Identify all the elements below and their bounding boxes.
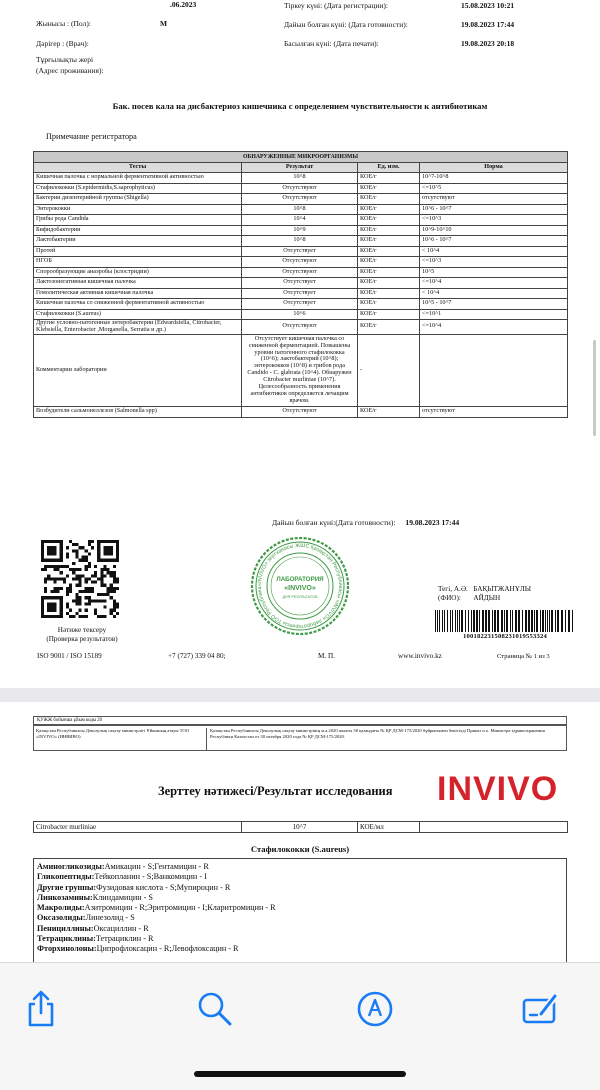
- test-unit: КОЕ/г: [358, 288, 420, 299]
- ready-date-value: 19.08.2023 17:44: [461, 20, 515, 29]
- table-row: [34, 183, 568, 194]
- bottom-toolbar: [0, 962, 600, 1090]
- test-norm: < 10^4: [420, 246, 568, 257]
- signature-surname-label: Тегі, А.Ә.: [438, 585, 468, 593]
- antibiotic-row: [37, 903, 563, 913]
- antibiotic-group: Макролиды:: [37, 903, 85, 912]
- stamp-text-3: ДЛЯ РЕЗУЛЬТАТОВ: [282, 595, 318, 599]
- antibiotic-results: Оксациллин - R: [93, 923, 149, 933]
- test-result: Отсутствует: [242, 299, 358, 310]
- antibiotic-row: [37, 883, 563, 893]
- footer-iso: ISO 9001 / ISO 15189: [37, 652, 102, 660]
- test-norm: отсутствуют: [420, 407, 568, 418]
- table-row: [34, 225, 568, 236]
- antibiotic-row: [37, 862, 563, 872]
- test-norm: <=10^5: [420, 183, 568, 194]
- markup-icon[interactable]: [355, 989, 395, 1029]
- ready-footer-label: Дайын болған күні:(Дата готовности):: [272, 518, 396, 527]
- antibiotic-row: [37, 872, 563, 882]
- test-unit: КОЕ/г: [358, 204, 420, 215]
- test-name: Другие условно-патогенные энтеробактерии (Edwardsiella, Citrobacter, Klebsiella, Enterobacter ,Morganella, Serratia и др.): [34, 320, 242, 335]
- test-result: Отсутствуют: [242, 407, 358, 418]
- test-name: Протей: [34, 246, 242, 257]
- test-name: Стафилококки (S.aureus): [34, 309, 242, 320]
- signature-name-1: БАҚЫТЖАНҰЛЫ: [473, 585, 532, 593]
- barcode-number: 10018223150823101955332​4: [463, 633, 547, 640]
- edit-icon[interactable]: [520, 989, 560, 1029]
- share-icon[interactable]: [21, 989, 61, 1029]
- column-header-tests: Тесты: [34, 162, 242, 173]
- test-name: Грибы рода Candida: [34, 215, 242, 226]
- antibiotic-results: Клиндамицин - S: [92, 892, 153, 902]
- header-date-fragment: .06.2023: [170, 0, 197, 9]
- antibiotic-row: [37, 924, 563, 934]
- test-norm: 10^5: [420, 267, 568, 278]
- footer-page-number: Страница № 1 из 3: [497, 653, 550, 660]
- antibiotic-group: Оксазолиды:: [37, 913, 86, 923]
- test-norm: <=10^3: [420, 215, 568, 226]
- test-unit: КОЕ/г: [358, 173, 420, 184]
- test-unit: КОЕ/г: [358, 299, 420, 310]
- table-row: [34, 204, 568, 215]
- test-name: Спорообразующие анаэробы (клостридии): [34, 267, 242, 278]
- antibiotic-sensitivity-list: [33, 858, 567, 962]
- ministry-left-text: Қазақстан Республикасы Денсаулық сақтау министрлігі Ұйымның атауы ТОО «INVIVO» (ИНВИВО): [36, 728, 190, 739]
- test-name: Бактерии дизентерийной группы (Shigella): [34, 194, 242, 205]
- antibiotic-row: [37, 934, 563, 944]
- test-result: Отсутствует: [242, 278, 358, 289]
- test-norm: <=10^1: [420, 309, 568, 320]
- comment-text: Отсутствует кишечная палочка со сниженной ферментацией. Повышены уровни патогенного стафилококка (10^6); лактобактерий (10^8); энтерококков (10^8) и грибов рода Candido - C. glabrata (10^4). Обнаружен Citrobacter murliniae (10^7). Целесообразность применения антибиотиков определяется лечащим врачом.: [242, 334, 358, 406]
- test-unit: КОЕ/г: [358, 246, 420, 257]
- stamp-text-1: ЛАБОРАТОРИЯ: [276, 576, 324, 583]
- test-name: Бифидобактерии: [34, 225, 242, 236]
- ministry-header-box: [33, 725, 567, 751]
- table-row: [34, 288, 568, 299]
- test-unit: КОЕ/г: [358, 236, 420, 247]
- test-norm: < 10^4: [420, 288, 568, 299]
- test-result: 10^8: [242, 173, 358, 184]
- document-title: Бак. посев кала на дисбактериоз кишечника с определением чувствительности к антибиотикам: [112, 101, 488, 111]
- test-unit: КОЕ/г: [358, 309, 420, 320]
- antibiotic-row: [37, 893, 563, 903]
- table-row: [34, 257, 568, 268]
- test-unit: КОЕ/г: [358, 257, 420, 268]
- comment-label: Комментарии лаборатории: [34, 334, 242, 406]
- page-gap: [0, 688, 600, 702]
- org-code-note: ҚУЖЖ бойынша ұйым коды 20: [33, 716, 567, 725]
- test-name: Возбудители сальмонеллезов (Salmonella spp): [34, 407, 242, 418]
- invivo-logo: INVIVO: [437, 770, 559, 808]
- antibiotic-results: Фузидовая кислота - S;Мупироцин - R: [96, 882, 231, 892]
- ready-date-label: Дайын болған күні: (Дата готовности):: [284, 20, 408, 29]
- test-result: 10^8: [242, 236, 358, 247]
- registration-date-value: 15.08.2023 10:21: [461, 1, 515, 10]
- organism-norm: [420, 822, 568, 833]
- table-row: [34, 194, 568, 205]
- antibiotic-group: Гликопептиды:: [37, 872, 95, 882]
- table-row: [34, 299, 568, 310]
- footer-mp: М. П.: [318, 652, 335, 660]
- table-row: [34, 320, 568, 335]
- column-header-unit: Ед. изм.: [358, 162, 420, 173]
- test-unit: КОЕ/г: [358, 215, 420, 226]
- address-label-2: (Адрес проживания):: [36, 66, 104, 75]
- registration-date-label: Тіркеу күні: (Дата регистрации):: [284, 1, 388, 10]
- test-result: 10^6: [242, 309, 358, 320]
- stamp-ring-text: «INVIVO» зертханасы ЖШС Қазақстан Республикасы «INVIVO» лабораториясы ТОО Республика: [256, 542, 344, 630]
- test-result: Отсутствуют: [242, 194, 358, 205]
- test-unit: КОЕ/г: [358, 194, 420, 205]
- test-unit: КОЕ/г: [358, 407, 420, 418]
- test-name: Энтерококки: [34, 204, 242, 215]
- test-name: Лактозонегативная кишечная палочка: [34, 278, 242, 289]
- comment-empty: [420, 334, 568, 406]
- print-date-value: 19.08.2023 20:18: [461, 39, 515, 48]
- test-norm: 10^6 - 10^7: [420, 204, 568, 215]
- antibiotic-results: Тейкопланин - S;Ванкомицин - I: [94, 872, 207, 882]
- signature-block: [438, 585, 531, 602]
- table-row: [34, 822, 568, 833]
- antibiotic-group: Аминогликозиды:: [37, 862, 105, 871]
- organism-name: Citrobacter murliniae: [34, 822, 242, 833]
- qr-caption-ru: (Проверка результатов): [46, 635, 118, 643]
- test-norm: <=10^4: [420, 278, 568, 289]
- antibiotic-group: Пенициллины:: [37, 923, 94, 933]
- test-name: НГОБ: [34, 257, 242, 268]
- test-result: Отсутствует: [242, 246, 358, 257]
- ministry-right-text: Қазақстан Республикасы Денсаулық сақтау министрінің м.а.2020 жылғы 30 қазандағы № ҚР ДСМ-175/2020 бұйрығымен бекітілді Приказ и.о. Министра здравоохранения Республики Казахстан от 30 октября 2020 года № ҚР ДСМ-175/2020.: [206, 728, 561, 750]
- ready-date-footer: [272, 518, 459, 527]
- test-unit: КОЕ/г: [358, 225, 420, 236]
- test-result: 10^4: [242, 215, 358, 226]
- qr-caption: [34, 626, 130, 644]
- test-norm: отсутствуют: [420, 194, 568, 205]
- comment-row: [34, 334, 568, 406]
- test-unit: КОЕ/г: [358, 267, 420, 278]
- footer-phone: +7 (727) 339 04 80;: [168, 652, 226, 660]
- test-result: Отсутствуют: [242, 183, 358, 194]
- table-row: [34, 309, 568, 320]
- test-name: Лактобактерии: [34, 236, 242, 247]
- test-norm: 10^6 - 10^7: [420, 236, 568, 247]
- registrar-note: Примечание регистратора: [46, 132, 137, 141]
- footer-website[interactable]: www.invivo.kz: [398, 652, 442, 660]
- test-result: 10^9: [242, 225, 358, 236]
- antibiotic-results: Линезолид - S: [85, 913, 135, 923]
- laboratory-stamp: [250, 536, 350, 636]
- table-group-header: ОБНАРУЖЕННЫЕ МИКРООРГАНИЗМЫ: [34, 152, 568, 163]
- barcode: [434, 610, 576, 632]
- test-name: Кишечная палочка со сниженной ферментативной активностью: [34, 299, 242, 310]
- sex-label: Жынысы : (Пол):: [36, 19, 91, 28]
- table-row: [34, 236, 568, 247]
- staph-section-title: Стафилококки (S.aureus): [250, 844, 350, 854]
- antibiotic-group: Фторхинолоны:: [37, 944, 97, 953]
- table-row: [34, 246, 568, 257]
- test-norm: <=10^3: [420, 257, 568, 268]
- comment-dash: -: [358, 334, 420, 406]
- doctor-label: Дәрігер : (Врач):: [36, 39, 89, 48]
- test-unit: КОЕ/г: [358, 278, 420, 289]
- antibiotic-results: Ципрофлоксацин - R;Левофлоксацин - R: [96, 944, 239, 953]
- organism-unit: КОЕ/мл: [358, 822, 420, 833]
- test-result: Отсутствует: [242, 288, 358, 299]
- scroll-indicator[interactable]: [593, 340, 596, 436]
- test-result: Отсутствуют: [242, 267, 358, 278]
- antibiotic-results: Амикацин - S;Гентамицин - R: [104, 862, 209, 871]
- antibiotic-group: Тетрациклины:: [37, 933, 96, 943]
- organism-count: 10^7: [242, 822, 358, 833]
- home-indicator[interactable]: [194, 1071, 406, 1077]
- table-row: [34, 278, 568, 289]
- ready-footer-value: 19.08.2023 17:44: [405, 518, 460, 527]
- table-row: [34, 215, 568, 226]
- test-norm: 10^9-10^10: [420, 225, 568, 236]
- test-result: 10^8: [242, 204, 358, 215]
- antibiotic-row: [37, 913, 563, 923]
- test-result: Отсутствуют: [242, 320, 358, 335]
- address-label: Тұрғылықты жері: [36, 55, 94, 64]
- antibiotic-results: Тетрациклин - R: [95, 933, 154, 943]
- antibiotic-results: Азитромицин - R;Эритромицин - I;Кларитромицин - R: [84, 903, 276, 912]
- print-date-label: Басылған күні: (Дата печати):: [284, 39, 379, 48]
- search-icon[interactable]: [195, 989, 235, 1029]
- test-name: Стафилококки (S.epidermidis,S.saprophyticus): [34, 183, 242, 194]
- antibiotic-group: Линкозамины:: [37, 892, 93, 902]
- test-result: Отсутствуют: [242, 257, 358, 268]
- test-norm: <=10^4: [420, 320, 568, 335]
- antibiotic-row: [37, 944, 563, 954]
- signature-name-2: АЙДЫН: [473, 593, 501, 602]
- results-page-title: Зерттеу нәтижесі/Результат исследования: [158, 784, 393, 798]
- table-row: [34, 267, 568, 278]
- test-name: Гемолитическая активная кишечная палочка: [34, 288, 242, 299]
- test-norm: 10^5 - 10^7: [420, 299, 568, 310]
- antibiotic-group: Другие группы:: [37, 882, 97, 892]
- test-unit: КОЕ/г: [358, 320, 420, 335]
- test-norm: 10^7-10^8: [420, 173, 568, 184]
- stamp-text-2: «INVIVO»: [284, 585, 316, 592]
- column-header-norm: Норма: [420, 162, 568, 173]
- test-name: Кишечная палочка с нормальной ферментативной активностью: [34, 173, 242, 184]
- results-table: [33, 151, 568, 418]
- table-row: [34, 173, 568, 184]
- document-page-2: [0, 702, 600, 962]
- sex-value: М: [160, 19, 168, 28]
- test-unit: КОЕ/г: [358, 183, 420, 194]
- signature-fio-label: (ФИО):: [438, 593, 461, 602]
- table-row: [34, 407, 568, 418]
- qr-code[interactable]: [41, 540, 119, 618]
- organism-table: [33, 821, 568, 833]
- qr-caption-kz: Нәтиже тексеру: [57, 626, 107, 634]
- column-header-result: Результат: [242, 162, 358, 173]
